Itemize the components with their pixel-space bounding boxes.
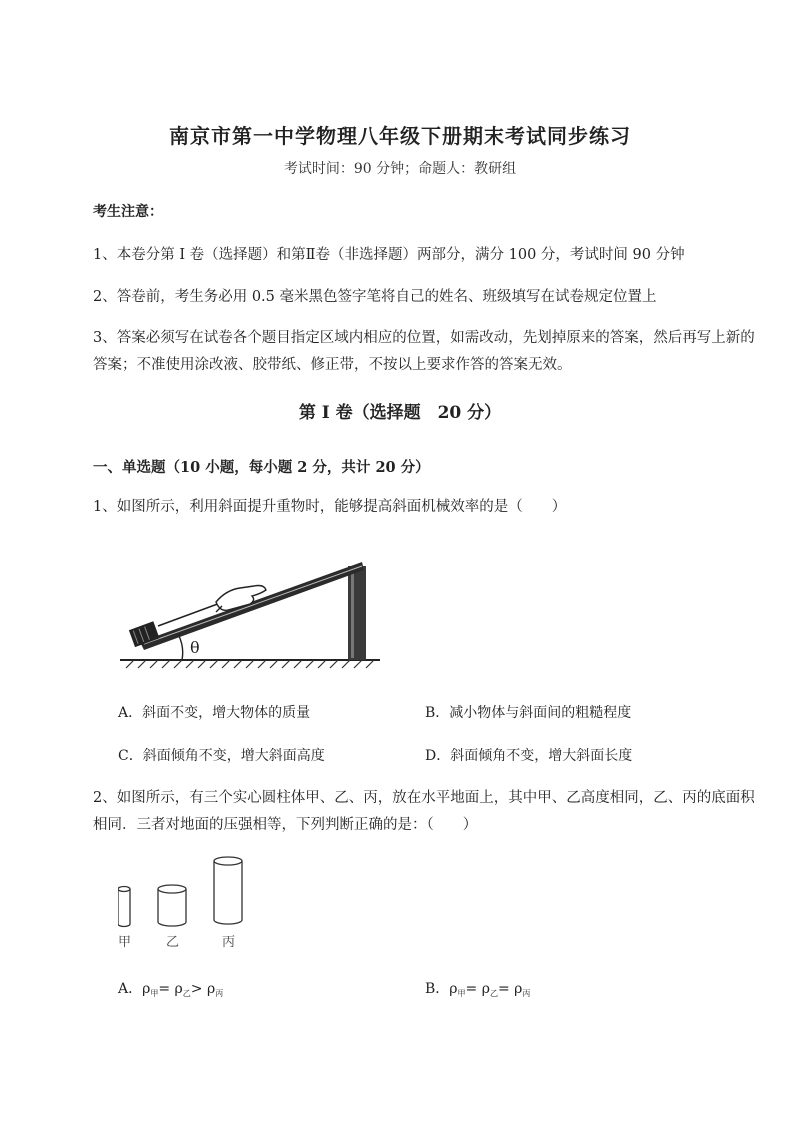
section-title: 第 I 卷（选择题 20 分） [298,403,502,423]
relation-1: = ρ [158,981,183,997]
relation-2: = ρ [497,981,523,997]
subscript-jia: 甲 [457,989,466,998]
subscript-jia: 甲 [150,989,159,998]
option-1a[interactable]: A．斜面不变，增大物体的质量 [118,705,311,721]
cylinder-label-jia: 甲 [118,935,132,950]
option-2b-prefix: B． [425,981,450,997]
page-title: 南京市第一中学物理八年级下册期末考试同步练习 [169,124,631,148]
option-1d[interactable]: D．斜面倾角不变，增大斜面长度 [425,748,633,764]
cylinder-label-yi: 乙 [166,935,180,950]
notice-item-3: 3、答案必须写在试卷各个题目指定区域内相应的位置，如需改动，先划掉原来的答案，然后再写上新的答案；不准使用涂改液、胶带纸、修正带，不按以上要求作答的答案无效。 [93,330,755,373]
part-heading: 一、单选题（10 小题，每小题 2 分，共计 20 分） [93,459,430,476]
notice-item-2: 2、答卷前，考生务必用 0.5 毫米黑色签字笔将自己的姓名、班级填写在试卷规定位置上 [93,289,657,305]
subscript-yi: 乙 [489,989,498,998]
rho-symbol: ρ [142,981,151,997]
option-2b[interactable] [425,978,530,999]
question-1-stem: 1、如图所示，利用斜面提升重物时，能够提高斜面机械效率的是（ ） [93,499,567,515]
notice-item-1: 1、本卷分第 I 卷（选择题）和第Ⅱ卷（非选择题）两部分，满分 100 分，考试时间 90 分钟 [93,247,685,263]
cylinders-figure [118,852,258,952]
question-2-stem: 2、如图所示，有三个实心圆柱体甲、乙、丙，放在水平地面上，其中甲、乙高度相同，乙、丙的底面积相同．三者对地面的压强相等，下列判断正确的是：（ ） [93,790,755,833]
relation-1: = ρ [465,981,490,997]
option-2a[interactable] [118,978,223,999]
angle-theta-label: θ [190,638,200,657]
option-1b[interactable]: B．减小物体与斜面间的粗糙程度 [425,705,632,721]
relation-2: > ρ [190,981,216,997]
option-1c[interactable]: C．斜面倾角不变，增大斜面高度 [118,748,325,764]
cylinder-label-bing: 丙 [222,935,236,950]
subscript-bing: 丙 [215,989,224,998]
inclined-plane-figure [118,540,388,675]
option-2a-prefix: A． [118,981,143,997]
exam-info: 考试时间：90 分钟；命题人：教研组 [283,161,517,177]
notice-heading: 考生注意： [93,204,163,220]
subscript-yi: 乙 [182,989,191,998]
rho-symbol: ρ [449,981,458,997]
subscript-bing: 丙 [522,989,531,998]
